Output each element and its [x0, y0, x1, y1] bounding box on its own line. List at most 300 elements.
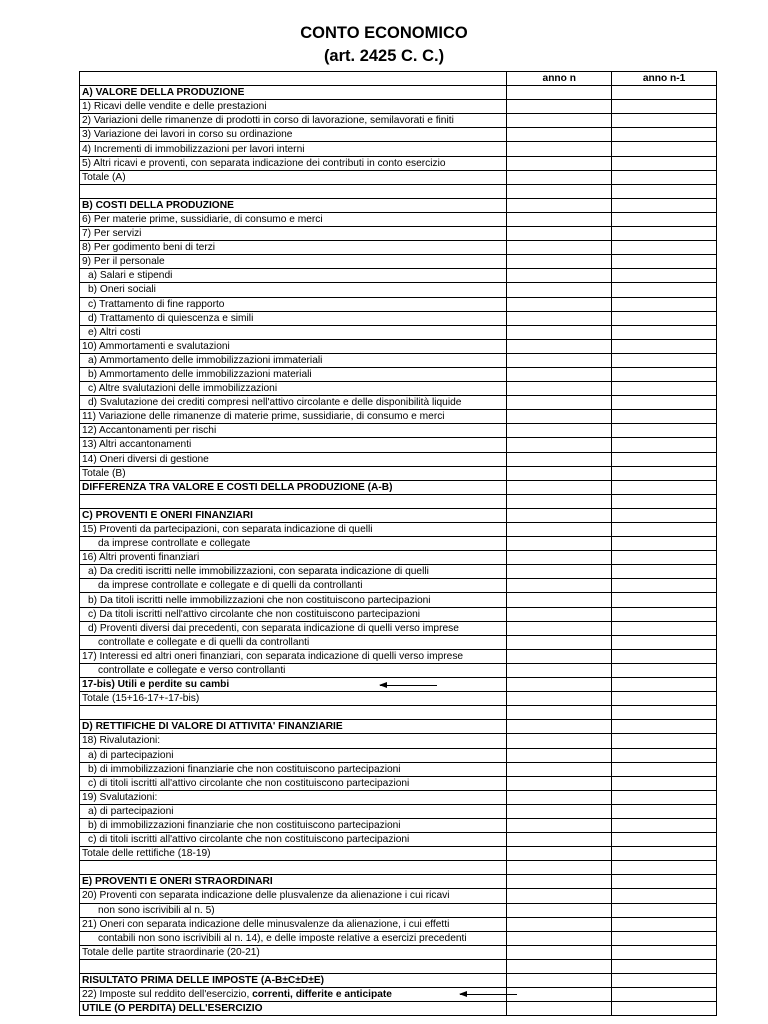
value-current-year-cell[interactable] [507, 410, 612, 424]
value-current-year-cell[interactable] [507, 382, 612, 396]
document-subtitle: (art. 2425 C. C.) [323, 47, 445, 65]
value-previous-year-cell[interactable] [612, 847, 717, 861]
value-previous-year-cell[interactable] [612, 861, 717, 875]
value-previous-year-cell[interactable] [612, 959, 717, 973]
table-row [80, 847, 717, 861]
value-previous-year-cell[interactable] [612, 551, 717, 565]
row-label-text: b) Da titoli iscritti nelle immobilizzazioni che non costituiscono partecipazioni [88, 594, 431, 606]
table-row [80, 959, 717, 973]
row-label [80, 353, 507, 367]
row-label [80, 184, 507, 198]
value-previous-year-cell[interactable] [612, 114, 717, 128]
row-label-text: 14) Oneri diversi di gestione [82, 453, 209, 465]
value-current-year-cell[interactable] [507, 663, 612, 677]
table-row [80, 170, 717, 184]
row-label [80, 692, 507, 706]
table-row [80, 551, 717, 565]
table-row [80, 494, 717, 508]
row-label-text: 9) Per il personale [82, 256, 165, 268]
table-row [80, 945, 717, 959]
value-previous-year-cell[interactable] [612, 579, 717, 593]
row-label [80, 114, 507, 128]
arrow-left-icon [380, 685, 437, 686]
value-previous-year-cell[interactable] [612, 452, 717, 466]
table-row [80, 720, 717, 734]
row-label-text: controllate e collegate e verso controllanti [98, 664, 286, 676]
value-previous-year-cell[interactable] [612, 903, 717, 917]
value-current-year-cell[interactable] [507, 1002, 612, 1016]
value-current-year-cell[interactable] [507, 579, 612, 593]
row-label [80, 438, 507, 452]
table-row [80, 635, 717, 649]
value-previous-year-cell[interactable] [612, 621, 717, 635]
value-previous-year-cell[interactable] [612, 325, 717, 339]
value-current-year-cell[interactable] [507, 861, 612, 875]
row-label-text: a) di partecipazioni [88, 805, 174, 817]
row-label-text: RISULTATO PRIMA DELLE IMPOSTE (A-B±C±D±E) [82, 975, 325, 987]
value-current-year-cell[interactable] [507, 607, 612, 621]
value-previous-year-cell[interactable] [612, 128, 717, 142]
row-label-text: c) Trattamento di fine rapporto [88, 298, 225, 310]
value-current-year-cell[interactable] [507, 100, 612, 114]
row-label [80, 847, 507, 861]
table-row [80, 184, 717, 198]
value-previous-year-cell[interactable] [612, 311, 717, 325]
row-label-text: controllate e collegate e di quelli da controllanti [98, 636, 310, 648]
row-label [80, 241, 507, 255]
value-previous-year-cell[interactable] [612, 1002, 717, 1016]
value-current-year-cell[interactable] [507, 508, 612, 522]
value-previous-year-cell[interactable] [612, 790, 717, 804]
value-previous-year-cell[interactable] [612, 86, 717, 100]
value-previous-year-cell[interactable] [612, 748, 717, 762]
table-row [80, 325, 717, 339]
table-row [80, 367, 717, 381]
row-label [80, 494, 507, 508]
row-label-text: 5) Altri ricavi e proventi, con separata indicazione dei contributi in conto esercizio [82, 157, 446, 169]
table-row [80, 776, 717, 790]
row-label [80, 128, 507, 142]
row-label [80, 565, 507, 579]
value-current-year-cell[interactable] [507, 790, 612, 804]
value-current-year-cell[interactable] [507, 255, 612, 269]
value-current-year-cell[interactable] [507, 903, 612, 917]
row-label [80, 339, 507, 353]
value-previous-year-cell[interactable] [612, 480, 717, 494]
row-label [80, 142, 507, 156]
row-label-text: 12) Accantonamenti per rischi [82, 425, 217, 437]
value-previous-year-cell[interactable] [612, 100, 717, 114]
row-label [80, 593, 507, 607]
value-previous-year-cell[interactable] [612, 523, 717, 537]
value-previous-year-cell[interactable] [612, 720, 717, 734]
row-label [80, 424, 507, 438]
value-current-year-cell[interactable] [507, 833, 612, 847]
value-previous-year-cell[interactable] [612, 706, 717, 720]
table-row [80, 396, 717, 410]
value-current-year-cell[interactable] [507, 241, 612, 255]
value-current-year-cell[interactable] [507, 974, 612, 988]
table-row [80, 523, 717, 537]
header-previous-year: anno n-1 [612, 72, 717, 86]
value-previous-year-cell[interactable] [612, 833, 717, 847]
row-label-text: C) PROVENTI E ONERI FINANZIARI [82, 509, 253, 521]
value-previous-year-cell[interactable] [612, 565, 717, 579]
row-label [80, 945, 507, 959]
table-row [80, 734, 717, 748]
row-label [80, 678, 507, 692]
table-row [80, 1002, 717, 1016]
table-row [80, 593, 717, 607]
value-current-year-cell[interactable] [507, 353, 612, 367]
row-label-text: 22) Imposte sul reddito dell'esercizio, [82, 989, 253, 1001]
table-row [80, 480, 717, 494]
row-label [80, 762, 507, 776]
row-label-text: 10) Ammortamenti e svalutazioni [82, 340, 230, 352]
value-previous-year-cell[interactable] [612, 424, 717, 438]
row-label [80, 663, 507, 677]
value-previous-year-cell[interactable] [612, 607, 717, 621]
row-label-text: Totale (A) [82, 171, 126, 183]
value-current-year-cell[interactable] [507, 748, 612, 762]
table-row [80, 818, 717, 832]
value-previous-year-cell[interactable] [612, 762, 717, 776]
value-current-year-cell[interactable] [507, 706, 612, 720]
table-row [80, 283, 717, 297]
value-previous-year-cell[interactable] [612, 692, 717, 706]
table-row [80, 988, 717, 1002]
value-current-year-cell[interactable] [507, 297, 612, 311]
value-current-year-cell[interactable] [507, 114, 612, 128]
table-row [80, 663, 717, 677]
value-previous-year-cell[interactable] [612, 494, 717, 508]
row-label-text: a) Ammortamento delle immobilizzazioni immateriali [88, 354, 323, 366]
row-label-text: 21) Oneri con separata indicazione delle minusvalenze da alienazione, i cui effetti [82, 918, 450, 930]
row-label [80, 931, 507, 945]
value-current-year-cell[interactable] [507, 269, 612, 283]
value-current-year-cell[interactable] [507, 818, 612, 832]
value-current-year-cell[interactable] [507, 227, 612, 241]
row-label [80, 579, 507, 593]
row-label [80, 861, 507, 875]
row-label-text: UTILE (O PERDITA) DELL'ESERCIZIO [82, 1003, 263, 1015]
value-current-year-cell[interactable] [507, 452, 612, 466]
value-previous-year-cell[interactable] [612, 917, 717, 931]
row-label-text: c) Altre svalutazioni delle immobilizzazioni [88, 383, 278, 395]
value-current-year-cell[interactable] [507, 847, 612, 861]
value-previous-year-cell[interactable] [612, 184, 717, 198]
table-row [80, 227, 717, 241]
table-row [80, 269, 717, 283]
value-previous-year-cell[interactable] [612, 396, 717, 410]
value-current-year-cell[interactable] [507, 931, 612, 945]
value-current-year-cell[interactable] [507, 325, 612, 339]
table-row [80, 128, 717, 142]
row-label [80, 297, 507, 311]
row-label-text: DIFFERENZA TRA VALORE E COSTI DELLA PRODUZIONE (A-B) [82, 481, 393, 493]
row-label [80, 551, 507, 565]
row-label-text: a) Da crediti iscritti nelle immobilizzazioni, con separata indicazione di quelli [88, 566, 429, 578]
row-label-text: c) di titoli iscritti all'attivo circolante che non costituiscono partecipazioni [88, 834, 410, 846]
value-current-year-cell[interactable] [507, 198, 612, 212]
value-current-year-cell[interactable] [507, 339, 612, 353]
value-current-year-cell[interactable] [507, 142, 612, 156]
value-current-year-cell[interactable] [507, 523, 612, 537]
value-previous-year-cell[interactable] [612, 988, 717, 1002]
value-current-year-cell[interactable] [507, 480, 612, 494]
value-previous-year-cell[interactable] [612, 678, 717, 692]
value-current-year-cell[interactable] [507, 917, 612, 931]
table-row [80, 790, 717, 804]
table-row [80, 198, 717, 212]
value-current-year-cell[interactable] [507, 396, 612, 410]
table-row [80, 353, 717, 367]
value-current-year-cell[interactable] [507, 720, 612, 734]
row-label [80, 170, 507, 184]
row-label-text: A) VALORE DELLA PRODUZIONE [82, 87, 245, 99]
value-previous-year-cell[interactable] [612, 931, 717, 945]
row-label-text: 8) Per godimento beni di terzi [82, 242, 216, 254]
row-label-text: b) Oneri sociali [88, 284, 156, 296]
value-current-year-cell[interactable] [507, 212, 612, 226]
value-previous-year-cell[interactable] [612, 241, 717, 255]
row-label [80, 311, 507, 325]
table-row [80, 565, 717, 579]
row-label-text: contabili non sono iscrivibili al n. 14), e delle imposte relative a esercizi precedenti [98, 932, 467, 944]
value-previous-year-cell[interactable] [612, 635, 717, 649]
table-row [80, 410, 717, 424]
table-row [80, 748, 717, 762]
value-current-year-cell[interactable] [507, 466, 612, 480]
row-label-text: B) COSTI DELLA PRODUZIONE [82, 199, 234, 211]
value-previous-year-cell[interactable] [612, 382, 717, 396]
table-row [80, 607, 717, 621]
value-current-year-cell[interactable] [507, 170, 612, 184]
table-row [80, 692, 717, 706]
value-current-year-cell[interactable] [507, 311, 612, 325]
row-label [80, 875, 507, 889]
table-row [80, 861, 717, 875]
value-previous-year-cell[interactable] [612, 198, 717, 212]
row-label [80, 818, 507, 832]
table-row [80, 931, 717, 945]
table-row [80, 382, 717, 396]
value-previous-year-cell[interactable] [612, 466, 717, 480]
row-label-text: e) Altri costi [88, 326, 141, 338]
value-current-year-cell[interactable] [507, 184, 612, 198]
row-label [80, 508, 507, 522]
row-label-text: 20) Proventi con separata indicazione delle plusvalenze da alienazione i cui ricavi [82, 890, 450, 902]
value-previous-year-cell[interactable] [612, 212, 717, 226]
value-current-year-cell[interactable] [507, 734, 612, 748]
row-label [80, 621, 507, 635]
table-row [80, 466, 717, 480]
value-previous-year-cell[interactable] [612, 776, 717, 790]
document-title: CONTO ECONOMICO [300, 24, 468, 42]
row-label [80, 720, 507, 734]
value-previous-year-cell[interactable] [612, 734, 717, 748]
table-row [80, 100, 717, 114]
value-previous-year-cell[interactable] [612, 649, 717, 663]
value-previous-year-cell[interactable] [612, 227, 717, 241]
value-previous-year-cell[interactable] [612, 170, 717, 184]
row-label [80, 974, 507, 988]
row-label-text: 18) Rivalutazioni: [82, 735, 161, 747]
table-row [80, 311, 717, 325]
table-row [80, 438, 717, 452]
table-row [80, 875, 717, 889]
value-current-year-cell[interactable] [507, 776, 612, 790]
table-row [80, 86, 717, 100]
value-previous-year-cell[interactable] [612, 663, 717, 677]
value-previous-year-cell[interactable] [612, 889, 717, 903]
table-row [80, 762, 717, 776]
row-label-text: 6) Per materie prime, sussidiarie, di consumo e merci [82, 213, 323, 225]
header-current-year: anno n [507, 72, 612, 86]
value-current-year-cell[interactable] [507, 945, 612, 959]
row-label [80, 269, 507, 283]
value-current-year-cell[interactable] [507, 494, 612, 508]
row-label-text: 7) Per servizi [82, 228, 142, 240]
row-label [80, 452, 507, 466]
row-label-text: 2) Variazioni delle rimanenze di prodotti in corso di lavorazione, semilavorati e finiti [82, 115, 454, 127]
value-previous-year-cell[interactable] [612, 593, 717, 607]
value-current-year-cell[interactable] [507, 551, 612, 565]
row-label-text: 17) Interessi ed altri oneri finanziari, con separata indicazione di quelli verso imprese [82, 650, 464, 662]
row-label [80, 1002, 507, 1016]
value-current-year-cell[interactable] [507, 565, 612, 579]
value-current-year-cell[interactable] [507, 283, 612, 297]
value-previous-year-cell[interactable] [612, 255, 717, 269]
row-label-text: a) Salari e stipendi [88, 270, 173, 282]
value-current-year-cell[interactable] [507, 875, 612, 889]
value-previous-year-cell[interactable] [612, 353, 717, 367]
row-label-text: D) RETTIFICHE DI VALORE DI ATTIVITA' FINANZIARIE [82, 721, 343, 733]
row-label [80, 86, 507, 100]
value-current-year-cell[interactable] [507, 537, 612, 551]
row-label [80, 537, 507, 551]
table-row [80, 706, 717, 720]
row-label [80, 635, 507, 649]
table-row [80, 142, 717, 156]
value-previous-year-cell[interactable] [612, 297, 717, 311]
row-label [80, 607, 507, 621]
row-label [80, 212, 507, 226]
row-label-text: 11) Variazione delle rimanenze di materie prime, sussidiarie, di consumo e merci [82, 411, 445, 423]
table-row [80, 241, 717, 255]
value-current-year-cell[interactable] [507, 128, 612, 142]
row-label [80, 255, 507, 269]
row-label-text: b) di immobilizzazioni finanziarie che non costituiscono partecipazioni [88, 820, 401, 832]
value-previous-year-cell[interactable] [612, 142, 717, 156]
value-current-year-cell[interactable] [507, 424, 612, 438]
row-label [80, 367, 507, 381]
row-label [80, 396, 507, 410]
value-previous-year-cell[interactable] [612, 367, 717, 381]
row-label-text: 16) Altri proventi finanziari [82, 552, 200, 564]
row-label [80, 833, 507, 847]
value-current-year-cell[interactable] [507, 438, 612, 452]
value-previous-year-cell[interactable] [612, 945, 717, 959]
value-previous-year-cell[interactable] [612, 269, 717, 283]
value-previous-year-cell[interactable] [612, 818, 717, 832]
row-label [80, 523, 507, 537]
row-label [80, 988, 507, 1002]
value-current-year-cell[interactable] [507, 593, 612, 607]
value-current-year-cell[interactable] [507, 889, 612, 903]
row-label-text: E) PROVENTI E ONERI STRAORDINARI [82, 876, 273, 888]
row-label-text: da imprese controllate e collegate [98, 538, 251, 550]
row-label-text: 17-bis) Utili e perdite su cambi [82, 679, 230, 691]
row-label-text: 13) Altri accantonamenti [82, 439, 192, 451]
row-label-text: a) di partecipazioni [88, 749, 174, 761]
value-current-year-cell[interactable] [507, 762, 612, 776]
row-label [80, 959, 507, 973]
value-current-year-cell[interactable] [507, 367, 612, 381]
row-label-text: d) Trattamento di quiescenza e simili [88, 312, 254, 324]
row-label-text: c) di titoli iscritti all'attivo circolante che non costituiscono partecipazioni [88, 777, 410, 789]
table-row [80, 621, 717, 635]
value-previous-year-cell[interactable] [612, 283, 717, 297]
row-label-text: 1) Ricavi delle vendite e delle prestazioni [82, 101, 267, 113]
row-label [80, 382, 507, 396]
row-label-text: 15) Proventi da partecipazioni, con separata indicazione di quelli [82, 524, 373, 536]
row-label [80, 706, 507, 720]
value-previous-year-cell[interactable] [612, 339, 717, 353]
row-label-text: b) di immobilizzazioni finanziarie che non costituiscono partecipazioni [88, 763, 401, 775]
value-current-year-cell[interactable] [507, 621, 612, 635]
row-label [80, 283, 507, 297]
value-previous-year-cell[interactable] [612, 974, 717, 988]
table-row [80, 649, 717, 663]
row-label [80, 734, 507, 748]
value-previous-year-cell[interactable] [612, 438, 717, 452]
value-previous-year-cell[interactable] [612, 804, 717, 818]
value-current-year-cell[interactable] [507, 678, 612, 692]
table-row [80, 917, 717, 931]
value-current-year-cell[interactable] [507, 156, 612, 170]
table-header-row [80, 72, 717, 86]
row-label-text: Totale delle rettifiche (18-19) [82, 848, 211, 860]
table-row [80, 255, 717, 269]
table-row [80, 156, 717, 170]
value-current-year-cell[interactable] [507, 959, 612, 973]
row-label-text: 4) Incrementi di immobilizzazioni per lavori interni [82, 143, 305, 155]
row-label-text: b) Ammortamento delle immobilizzazioni materiali [88, 369, 312, 381]
value-previous-year-cell[interactable] [612, 875, 717, 889]
row-label [80, 748, 507, 762]
value-current-year-cell[interactable] [507, 649, 612, 663]
row-label [80, 410, 507, 424]
value-current-year-cell[interactable] [507, 804, 612, 818]
value-previous-year-cell[interactable] [612, 537, 717, 551]
row-label-text: da imprese controllate e collegate e di quelli da controllanti [98, 580, 363, 592]
value-current-year-cell[interactable] [507, 988, 612, 1002]
value-current-year-cell[interactable] [507, 86, 612, 100]
header-description-cell [80, 72, 507, 86]
value-current-year-cell[interactable] [507, 692, 612, 706]
value-previous-year-cell[interactable] [612, 156, 717, 170]
value-previous-year-cell[interactable] [612, 410, 717, 424]
arrow-left-icon [460, 994, 517, 995]
row-label [80, 804, 507, 818]
table-row [80, 212, 717, 226]
row-label [80, 776, 507, 790]
value-current-year-cell[interactable] [507, 635, 612, 649]
value-previous-year-cell[interactable] [612, 508, 717, 522]
table-row [80, 537, 717, 551]
income-statement-table [79, 71, 717, 1016]
